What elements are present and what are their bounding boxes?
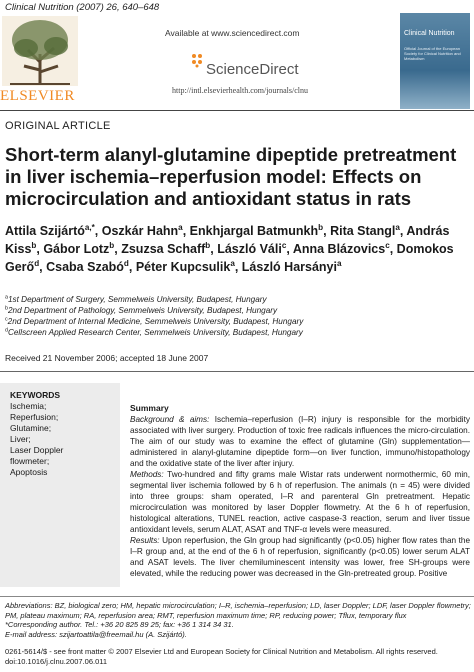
email-line	[5, 630, 471, 640]
elsevier-tree-icon	[0, 14, 80, 88]
author-affiliation-marker: a	[178, 222, 183, 232]
author-name: László Harsányi	[241, 260, 337, 274]
background-text: Ischemia–reperfusion (I–R) injury is responsible for the morbidity associated with liver surgery. Production of toxic free radicals influences the micro-circulation. The aim of our study was to examine the effect of glutamine (Gln) supplementation—administered in alanyl-glutamine dipeptide form—on liver function, immuno/histopathology and the oxidative state of the liver after injury.	[130, 415, 470, 468]
author	[217, 242, 286, 256]
author	[43, 242, 114, 256]
author-affiliation-marker: c	[385, 240, 390, 250]
keyword: Glutamine;	[10, 423, 52, 433]
affiliation	[5, 294, 471, 305]
affiliation-marker: d	[5, 327, 8, 334]
article-type: ORIGINAL ARTICLE	[5, 120, 111, 132]
page-footer	[5, 647, 471, 666]
keyword: Reperfusion;	[10, 412, 59, 422]
abbreviations: Abbreviations: BZ, biological zero; HM, hepatic microcirculation; I–R, ischemia–reperfusion; LD, laser Doppler; LDF, laser Doppler flowmetry; PM, plateau maximum; RA, reperfusion area; RMT, reperfusion maximum time; RP, reducing power; Tflux, temporary flux	[5, 601, 471, 620]
corresponding-author: *Corresponding author. Tel.: +36 20 825 89 25; fax: +36 1 314 34 31.	[5, 620, 234, 629]
author-name: András Kiss	[5, 224, 450, 256]
header-divider	[0, 110, 474, 111]
results-text: Upon reperfusion, the Gln group had significantly (p<0.05) higher flow rates than the I–R group and, at the end of the 6 h of reperfusion, significantly (p<0.05) lower serum ALAT and ASAT levels. The liver chemiluminescent intensity was lower, free SH-groups were elevated, while the reducing power was decreased in the Gln-pretreated group. Positive	[130, 536, 470, 578]
sciencedirect-wordmark: ScienceDirect	[206, 61, 299, 78]
author	[242, 260, 342, 274]
author-affiliation-marker: b	[205, 240, 211, 250]
available-at-line: Available at www.sciencedirect.com	[165, 28, 300, 38]
author-affiliation-marker: d	[34, 258, 40, 268]
cover-title: Clinical Nutrition	[404, 30, 455, 37]
results-label: Results:	[130, 536, 160, 545]
keyword: Laser Doppler	[10, 445, 64, 455]
affiliation-text: 1st Department of Surgery, Semmelweis University, Budapest, Hungary	[7, 295, 267, 304]
author	[293, 242, 390, 256]
email-label: E-mail address:	[5, 629, 58, 639]
author-name: Zsuzsa Schaff	[121, 242, 206, 256]
copyright: 0261-5614/$ - see front matter © 2007 Elsevier Ltd and European Society for Clinical Nutrition and Metabolism. All rights reserved.	[5, 647, 438, 656]
elsevier-wordmark: ELSEVIER	[0, 88, 75, 104]
keyword: Apoptosis	[10, 467, 48, 477]
author-affiliation-marker: a,*	[84, 222, 95, 232]
affiliation	[5, 316, 471, 327]
summary-body	[130, 414, 470, 579]
sciencedirect-logo	[190, 52, 206, 73]
author-affiliation-marker: a	[336, 258, 342, 268]
author-affiliation-marker: a	[395, 222, 400, 232]
summary-heading: Summary	[130, 403, 169, 413]
sciencedirect-dots-icon	[190, 52, 206, 68]
author-affiliation-marker: b	[109, 240, 115, 250]
author	[102, 224, 183, 238]
author-affiliation-marker: b	[31, 240, 37, 250]
methods-text: Two-hundred and fifty grams male Wistar rats underwent normothermic, 60 min, segmental liver ischemia followed by 6 h of reperfusion. The animals (n = 45) were divided into three groups: sham operated, I–R and parenteral Gln pretreatment. Hepatic microcirculation was monitored by laser Doppler flowmetry. At the 6 h of reperfusion, histological alterations, TUNEL reaction, active caspase-3 reaction, serum and liver tissue antioxidant levels, serum ALAT, ASAT and TNF-α levels were measured.	[130, 470, 470, 534]
affiliation-text: 2nd Department of Internal Medicine, Semmelweis University, Budapest, Hungary	[7, 317, 304, 326]
journal-url[interactable]: http://intl.elsevierhealth.com/journals/clnu	[172, 86, 308, 95]
author-affiliation-marker: b	[318, 222, 324, 232]
author-list: Attila Szijártó$^{a,*}$, Oszkár Hahn$^a$, Enkhjargal Batmunkh$^b$, Rita Stangl$^a$, András Kiss$^b$, Gábor Lotz$^b$, Zsuzsa Schaff$^b$, László Váli$^c$, Anna Blázovics$^c$, Domokos Gerő$^d$, Csaba Szabó$^d$, Péter Kupcsulik$^a$, László Harsányi$^a$	[5, 222, 454, 274]
author-name: Rita Stangl	[330, 224, 396, 238]
author-name: Enkhjargal Batmunkh	[189, 224, 319, 238]
affiliation-marker: b	[5, 305, 8, 312]
author	[190, 224, 323, 238]
author-name: Attila Szijártó	[5, 224, 85, 238]
background-label: Background & aims:	[130, 415, 210, 424]
doi[interactable]: doi:10.1016/j.clnu.2007.06.011	[5, 656, 108, 666]
keywords-list	[10, 401, 63, 478]
journal-cover	[400, 13, 470, 109]
methods-label: Methods:	[130, 470, 164, 479]
keywords-heading: KEYWORDS	[10, 390, 61, 400]
author	[121, 242, 210, 256]
author	[5, 224, 95, 238]
cover-subtitle: Official Journal of the European Society for Clinical Nutrition and Metabolism	[404, 46, 461, 61]
author-affiliation-marker: c	[281, 240, 287, 250]
author-name: Péter Kupcsulik	[135, 260, 231, 274]
email-address[interactable]: szijartoattila@freemail.hu (A. Szijártó).	[59, 629, 187, 639]
author-name: Gábor Lotz	[43, 242, 110, 256]
affiliation-text: Cellscreen Applied Research Center, Semmelweis University, Budapest, Hungary	[7, 328, 303, 337]
author-name: Anna Blázovics	[292, 242, 386, 256]
article-title: Short-term alanyl-glutamine dipeptide pretreatment in liver ischemia–reperfusion model: Effects on microcirculation and antioxidant status in rats	[5, 144, 457, 209]
footnote-divider	[0, 596, 474, 597]
received-dates: Received 21 November 2006; accepted 18 June 2007	[5, 353, 209, 363]
affiliations	[5, 294, 471, 338]
affiliation-text: 2nd Department of Pathology, Semmelweis University, Budapest, Hungary	[7, 306, 278, 315]
author-affiliation-marker: a	[230, 258, 235, 268]
affiliation	[5, 327, 471, 338]
author-name: László Váli	[217, 242, 282, 256]
footnotes	[5, 601, 471, 639]
author	[136, 260, 235, 274]
author	[46, 260, 129, 274]
author	[330, 224, 400, 238]
author-name: Oszkár Hahn	[101, 224, 179, 238]
author-affiliation-marker: d	[123, 258, 129, 268]
running-head: Clinical Nutrition (2007) 26, 640–648	[5, 2, 160, 13]
keyword: Liver;	[10, 434, 31, 444]
author-name: Domokos Gerő	[5, 242, 454, 274]
affiliation-marker: a	[5, 294, 8, 301]
keyword: flowmeter;	[10, 456, 50, 466]
affiliation-marker: c	[5, 316, 8, 323]
affiliation	[5, 305, 471, 316]
received-divider	[0, 371, 474, 372]
keyword: Ischemia;	[10, 401, 47, 411]
author-name: Csaba Szabó	[46, 260, 124, 274]
